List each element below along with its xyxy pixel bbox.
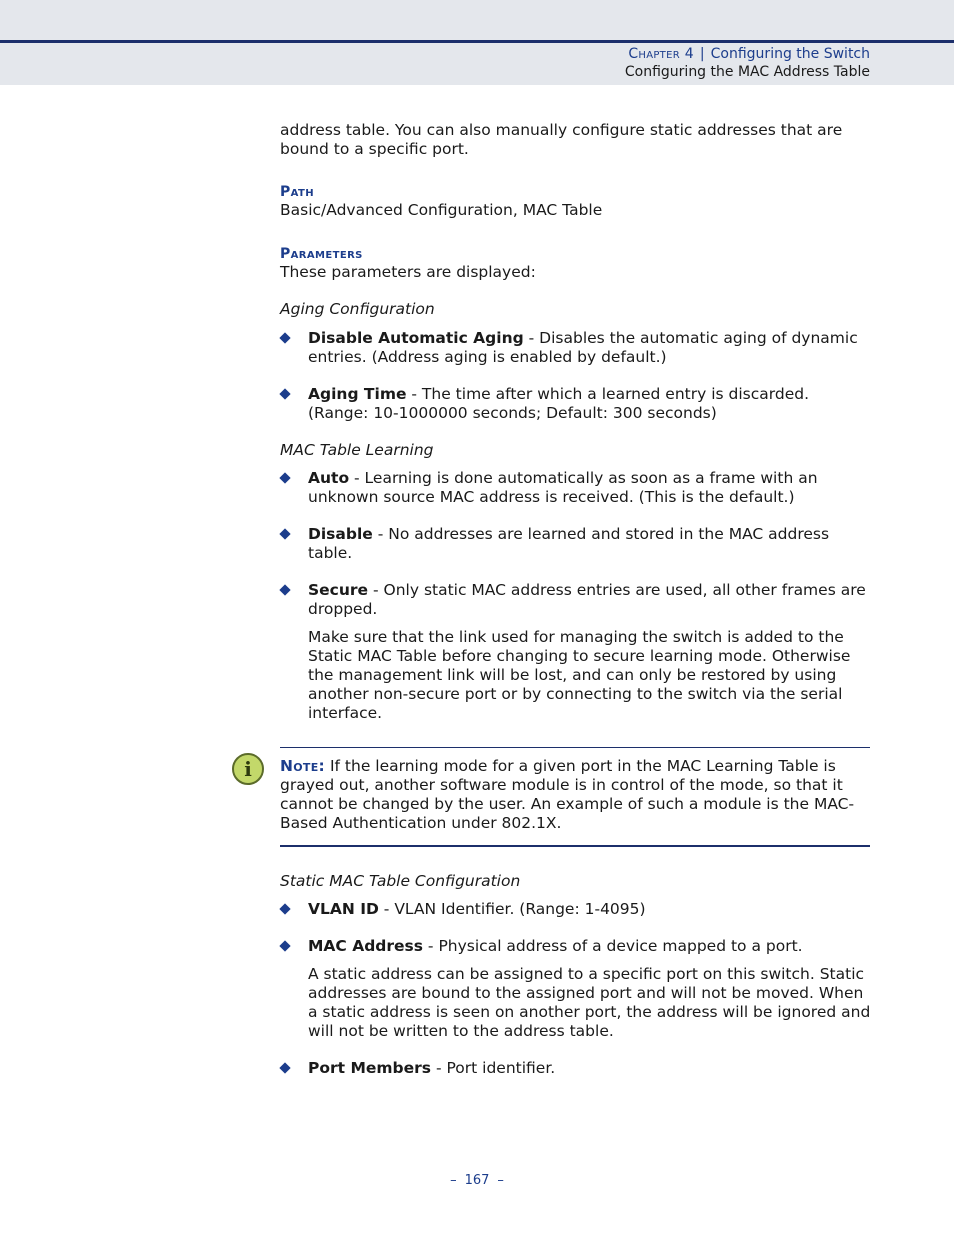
- bullet-icon: [280, 585, 290, 595]
- page-header: [0, 0, 954, 85]
- header-separator: |: [699, 46, 705, 62]
- parameters-text: These parameters are displayed:: [280, 263, 536, 281]
- list-item: [308, 937, 874, 956]
- list-item: [308, 329, 874, 367]
- item-term: Aging Time: [308, 385, 407, 403]
- list-item: [308, 385, 874, 423]
- item-term: MAC Address: [308, 937, 423, 955]
- bullet-icon: [280, 904, 290, 914]
- item-desc: - VLAN Identifier. (Range: 1-4095): [378, 900, 646, 918]
- secure-note-paragraph: Make sure that the link used for managing the switch is added to the Static MAC Table before changing to secure learning mode. Otherwise the management link will be lost, and can only be restored by using another non-secure port or by connecting to the switch via the serial interface.: [308, 628, 851, 722]
- bullet-icon: [280, 473, 290, 483]
- list-item: [308, 1059, 874, 1078]
- chapter-label: Chapter 4: [628, 46, 694, 62]
- item-desc: - Disables the automatic aging of dynamic entries. (Address aging is enabled by default.): [308, 329, 858, 366]
- item-term: Auto: [308, 469, 350, 487]
- item-term: Disable Automatic Aging: [308, 329, 524, 347]
- note-rule-top: [280, 747, 870, 748]
- section-title: Configuring the MAC Address Table: [624, 64, 870, 80]
- bullet-icon: [280, 333, 290, 343]
- item-term: Port Members: [308, 1059, 432, 1077]
- item-desc: - Port identifier.: [431, 1059, 556, 1077]
- learning-subheading: MAC Table Learning: [280, 441, 434, 459]
- info-icon-letter: i: [244, 757, 252, 781]
- info-icon: [232, 753, 264, 785]
- list-item: [308, 525, 874, 563]
- list-item: [308, 581, 874, 619]
- bullet-icon: [280, 529, 290, 539]
- item-desc: - No addresses are learned and stored in the MAC address table.: [308, 525, 830, 562]
- item-desc: - Physical address of a device mapped to a port.: [423, 937, 803, 955]
- path-heading: Path: [280, 184, 315, 200]
- item-term: Disable: [308, 525, 373, 543]
- intro-paragraph: address table. You can also manually configure static addresses that are bound to a specific port.: [280, 121, 843, 158]
- item-desc: - Only static MAC address entries are used, all other frames are dropped.: [308, 581, 866, 618]
- note-rule-bottom: [280, 845, 870, 847]
- item-desc: - Learning is done automatically as soon as a frame with an unknown source MAC address is received. (This is the default.): [308, 469, 818, 506]
- note-text: If the learning mode for a given port in the MAC Learning Table is grayed out, another software module is in control of the mode, so that it cannot be changed by the user. An example of such a module is the MAC-Based Authentication under 802.1X.: [280, 757, 855, 832]
- page-number: 167: [464, 1173, 490, 1188]
- parameters-heading: Parameters: [280, 246, 363, 262]
- list-item: [308, 469, 874, 507]
- note-paragraph: [280, 757, 870, 833]
- footer-dash-right: –: [497, 1173, 504, 1188]
- item-term: Secure: [308, 581, 369, 599]
- bullet-icon: [280, 941, 290, 951]
- header-chapter-line: [628, 45, 870, 63]
- path-text: Basic/Advanced Configuration, MAC Table: [280, 201, 603, 219]
- bullet-icon: [280, 1063, 290, 1073]
- aging-subheading: Aging Configuration: [280, 300, 435, 318]
- item-desc: - The time after which a learned entry is discarded. (Range: 10-1000000 seconds; Default: 300 seconds): [308, 385, 809, 422]
- static-subheading: Static MAC Table Configuration: [280, 872, 521, 890]
- page-footer: [0, 1173, 954, 1189]
- chapter-title: Configuring the Switch: [710, 46, 870, 62]
- note-label: Note:: [280, 757, 326, 775]
- footer-dash-left: –: [450, 1173, 457, 1188]
- header-rule: [0, 40, 954, 43]
- list-item: [308, 900, 874, 919]
- bullet-icon: [280, 389, 290, 399]
- item-term: VLAN ID: [308, 900, 379, 918]
- mac-address-note-paragraph: A static address can be assigned to a specific port on this switch. Static addresses are bound to the assigned port and will not be moved. When a static address is seen on another port, the address will be ignored and will not be written to the address table.: [308, 965, 871, 1040]
